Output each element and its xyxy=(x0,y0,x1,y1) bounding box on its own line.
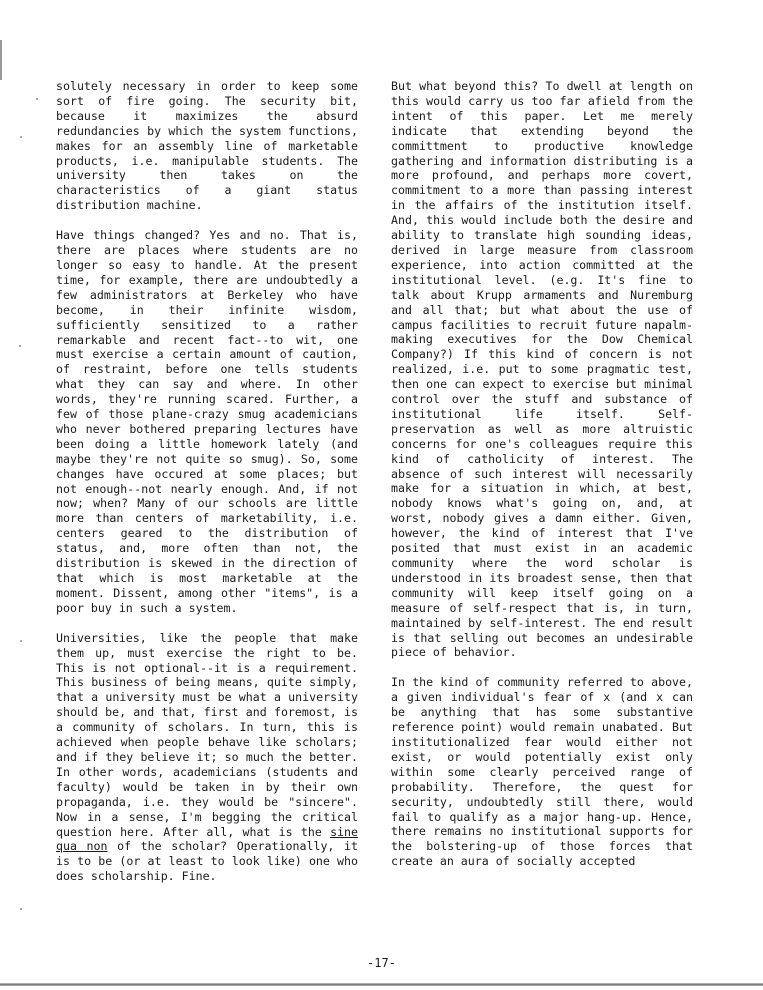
left-paragraph-3 xyxy=(56,631,358,884)
scan-speck xyxy=(20,908,22,910)
scan-edge-mark xyxy=(0,40,2,80)
scan-speck xyxy=(19,345,21,347)
scan-speck xyxy=(36,98,38,100)
latin-phrase-underlined: sine qua non xyxy=(56,824,358,854)
right-column xyxy=(391,79,693,884)
left-paragraph-1: solutely necessary in order to keep some sort of fire going. The security bit, because it maximizes the absurd redundancies by which the system functions, makes for an assembly line of marketable products, i.e. manipulable students. The university then takes on the characteristics of a giant status distribution machine. xyxy=(56,79,358,213)
left-paragraph-2: Have things changed? Yes and no. That is, there are places where students are no longer so easy to handle. At the present time, for example, there are undoubtedly a few administrators at Berkeley who have become, in their infinite wisdom, sufficiently sensitized to a rather remarkable and recent fact--to wit, one must exercise a certain amount of caution, of restraint, before one tells students what they can say and where. In other words, they're running scared. Further, a few of those plane-crazy smug academicians who never bothered preparing lectures have been doing a little homework lately (and maybe they're not quite so smug). So, some changes have occured at some places; but not enough--not nearly enough. And, if not now; when? Many of our schools are little more than centers of marketability, i.e. centers geared to the distribution of status, and, more often than not, the distribution is skewed in the direction of that which is most marketable at the moment. Dissent, among other "items", is a poor buy in such a system. xyxy=(56,228,358,615)
scan-speck xyxy=(20,136,22,138)
right-paragraph-2: In the kind of community referred to above, a given individual's fear of x (and x can be anything that has some substantive reference point) would remain unabated. But institutionalized fear would either not exist, or would potentially exist only within some clearly perceived range of probability. Therefore, the quest for security, undoubtedly still there, would fail to qualify as a major hang-up. Hence, there remains no institutional supports for the bolstering-up of those forces that create an aura of socially accepted xyxy=(391,675,693,869)
left-paragraph-3-part-a: Universities, like the people that make them up, must exercise the right to be. This is not optional--it is a requirement. This business of being means, quite simply, that a university must be what a university should be, and that, first and foremost, is a community of scholars. In turn, this is achieved when people behave like scholars; and if they believe it; so much the better. In other words, academicians (students and faculty) would be taken in by their own propaganda, i.e. they would be "sincere". Now in a sense, I'm begging the critical question here. After all, what is the xyxy=(56,630,358,839)
left-paragraph-3-part-b: of the scholar? Operationally, it is to be (or at least to look like) one who does scholarship. Fine. xyxy=(56,839,358,884)
scan-bottom-line xyxy=(0,983,763,986)
scan-speck xyxy=(20,640,22,642)
left-column xyxy=(56,79,358,899)
right-paragraph-1: But what beyond this? To dwell at length on this would carry us too far afield from the intent of this paper. Let me merely indicate that extending beyond the committment to productive knowledge gathering and information distributing is a more profound, and perhaps more covert, commitment to a more than passing interest in the affairs of the institution itself. And, this would include both the desire and ability to translate high sounding ideas, derived in large measure from classroom experience, into action committed at the institutional level. (e.g. It's fine to talk about Krupp armaments and Nuremburg and all that; but what about the use of campus facilities to recruit future napalm-making executives for the Dow Chemical Company?) If this kind of concern is not realized, i.e. put to some pragmatic test, then one can expect to exercise but minimal control over the stuff and substance of institutional life itself. Self-preservation as well as more altruistic concerns for one's colleagues require this kind of catholicity of interest. The absence of such interest will necessarily make for a situation in which, at best, nobody knows what's going on, and, at worst, nobody gives a damn either. Given, however, the kind of interest that I've posited that must exist in an academic community where the word scholar is understood in its broadest sense, then that community will keep itself going on a measure of self-respect that is, in turn, maintained by self-interest. The end result is that selling out becomes an undesirable piece of behavior. xyxy=(391,79,693,660)
page-number: -17- xyxy=(367,956,396,970)
